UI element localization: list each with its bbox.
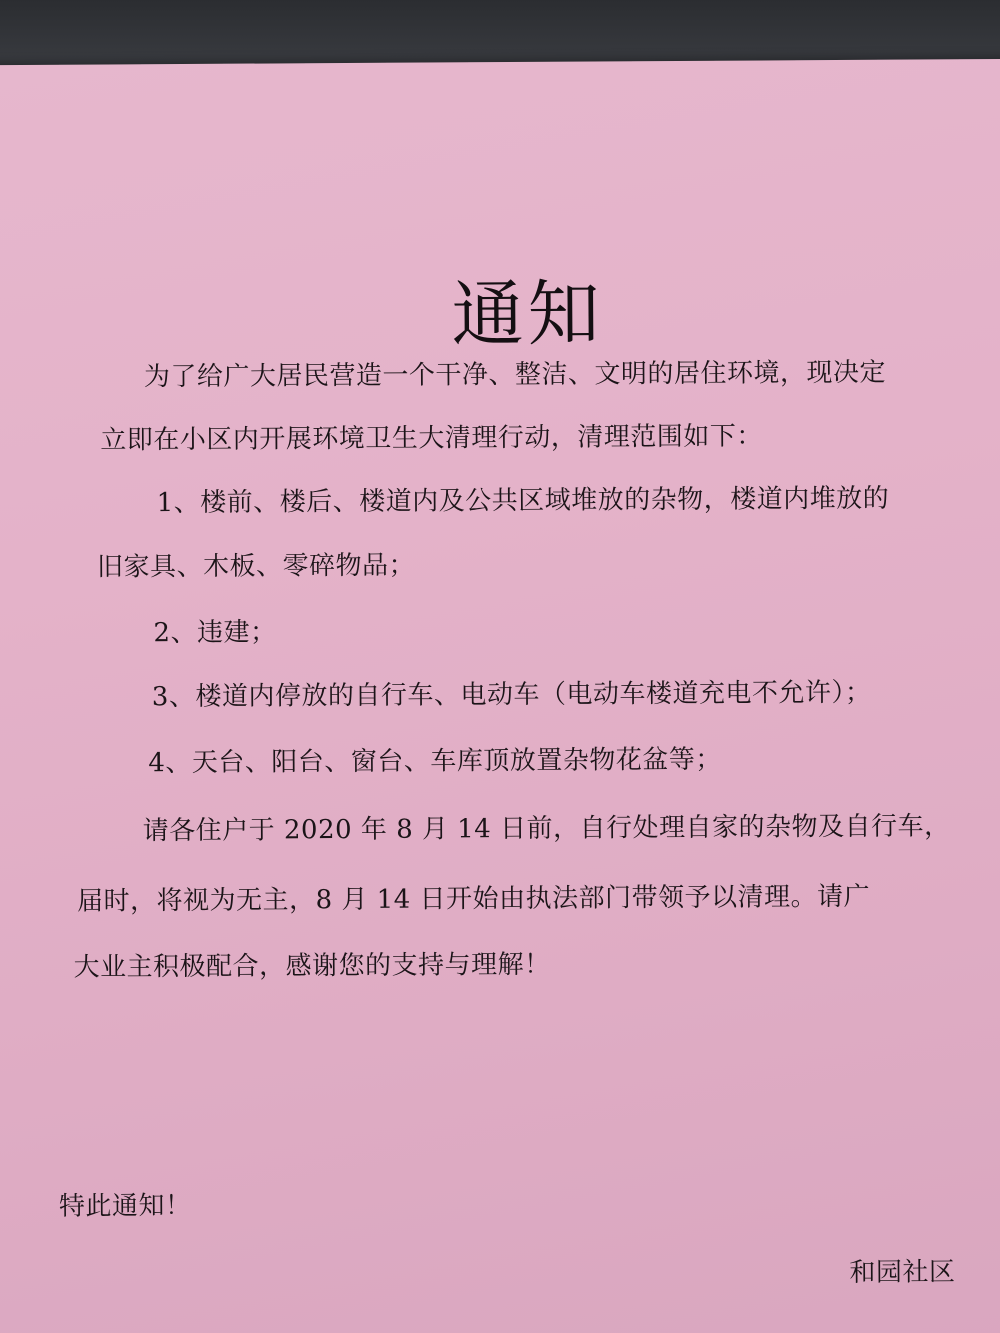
list-item-1-line-1: 1、楼前、楼后、楼道内及公共区域堆放的杂物，楼道内堆放的: [156, 483, 890, 519]
list-item-2: 2、违建；: [153, 617, 277, 649]
notice-paper: [0, 59, 1000, 1333]
deadline-line-2: 届时，将视为无主，8 月 14 日开始由执法部门带领予以清理。请广: [77, 881, 871, 917]
list-item-1-line-2: 旧家具、木板、零碎物品；: [96, 550, 416, 583]
body-line-1: 为了给广大居民营造一个干净、整洁、文明的居住环境，现决定: [143, 357, 887, 393]
deadline-line-1: 请各住户于 2020 年 8 月 14 日前，自行处理自家的杂物及自行车，: [142, 811, 951, 847]
body-line-2: 立即在小区内开展环境卫生大清理行动，清理范围如下：: [100, 421, 763, 456]
notice-title: 通知: [451, 271, 604, 357]
deadline-line-3: 大业主积极配合，感谢您的支持与理解！: [73, 949, 551, 983]
closing-text: 特此通知！: [58, 1190, 192, 1222]
list-item-4: 4、天台、阳台、窗台、车库顶放置杂物花盆等；: [148, 744, 722, 779]
list-item-3: 3、楼道内停放的自行车、电动车（电动车楼道充电不允许）；: [151, 677, 872, 713]
signature: 和园社区: [849, 1257, 956, 1288]
